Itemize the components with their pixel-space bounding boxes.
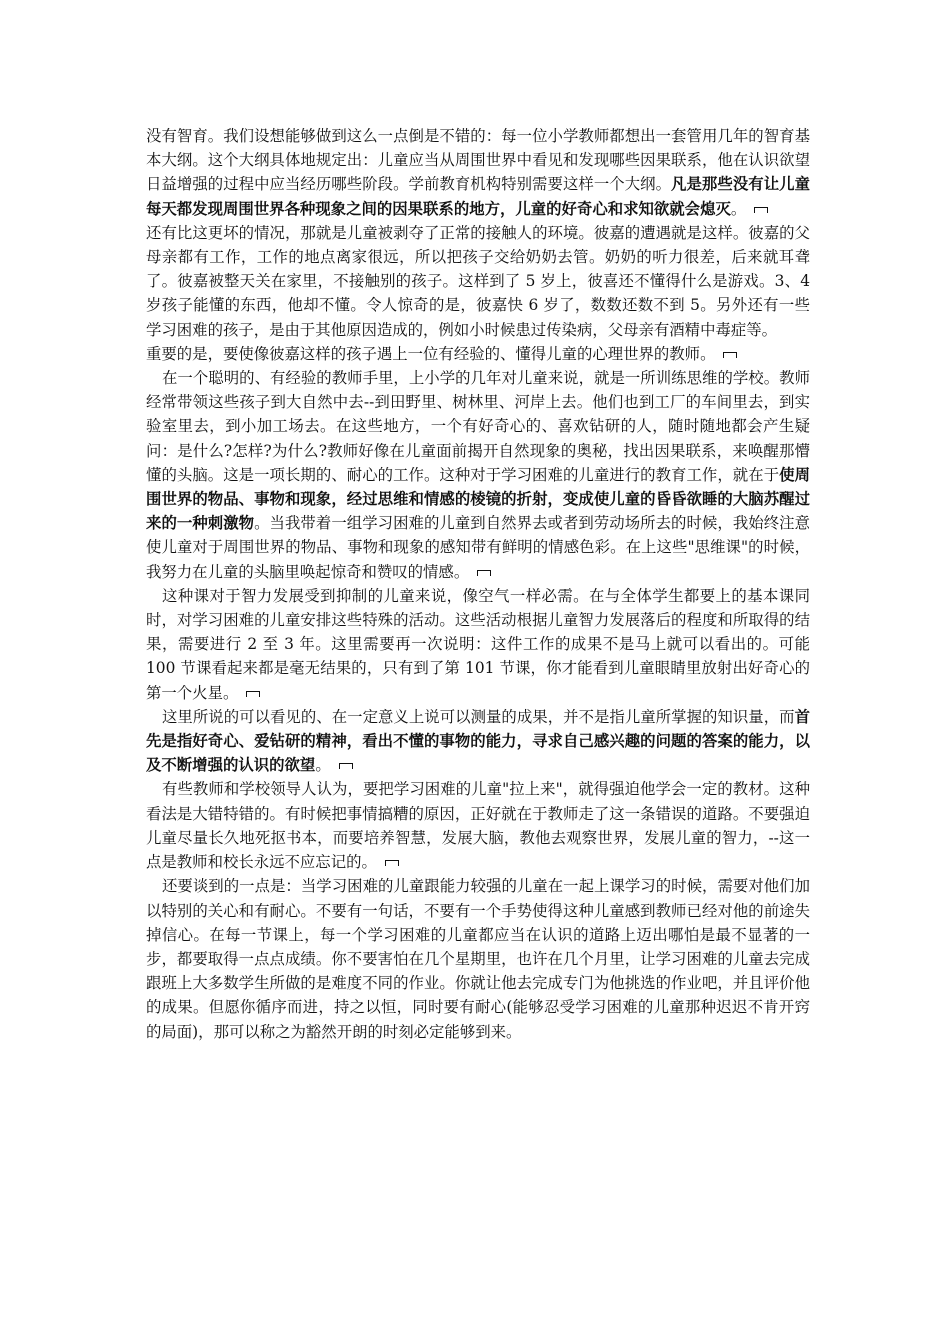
text-segment: 还有比这更坏的情况，那就是儿童被剥夺了正常的接触人的环境。彼嘉的遭遇就是这样。彼嘉的父母亲都有工作，工作的地点离家很远，所以把孩子交给奶奶去管。奶奶的听力很差，后来就耳聋了。彼嘉被整天关在家里，不接触别的孩子。这样到了 5 岁上，彼喜还不懂得什么是游戏。3、4 岁孩子能懂的东西，他却不懂。令人惊奇的是，彼嘉快 6 岁了，数数还数不到 5。另外还有一些学习困难的孩子，是由于其他原因造成的，例如小时候患过传染病，父母亲有酒精中毒症等。 (146, 223, 810, 339)
paragraph-mark-icon (339, 763, 353, 769)
paragraph (146, 221, 810, 342)
paragraph-mark-icon (754, 207, 768, 213)
paragraph-mark-icon (477, 570, 491, 576)
bold-text-segment: 凡是那些没有让儿童每天都发现周围世界各种现象之间的因果联系的地方，儿童的好奇心和求知欲就会熄灭 (146, 175, 810, 218)
text-segment: 。当我带着一组学习困难的儿童到自然界去或者到劳动场所去的时候，我始终注意使儿童对于周围世界的物品、事物和现象的感知带有鲜明的情感色彩。在上这些"思维课"的时候，我努力在儿童的头脑里唤起惊奇和赞叹的情感。 (146, 514, 810, 581)
bold-text-segment: 使周围世界的物品、事物和现象，经过思维和情感的棱镜的折射，变成使儿童的昏昏欲睡的大脑苏醒过来的一种刺激物 (146, 465, 810, 533)
paragraph (146, 366, 810, 584)
paragraph (146, 342, 810, 366)
paragraph (146, 705, 810, 778)
text-segment: 重要的是，要使像彼嘉这样的孩子遇上一位有经验的、懂得儿童的心理世界的教师。 (146, 344, 716, 363)
text-segment: 。 (315, 756, 331, 775)
bold-text-segment: 首先是指好奇心、爱钻研的精神，看出不懂的事物的能力，寻求自己感兴趣的问题的答案的能力，以及不断增强的认识的欲望 (146, 707, 810, 775)
text-segment: 这里所说的可以看见的、在一定意义上说可以测量的成果，并不是指儿童所掌握的知识量，而 (162, 707, 795, 726)
document-body (146, 124, 810, 1044)
text-segment: 这种课对于智力发展受到抑制的儿童来说，像空气一样必需。在与全体学生都要上的基本课同时，对学习困难的儿童安排这些特殊的活动。这些活动根据儿童智力发展落后的程度和所取得的结果，需要进行 2 至 3 年。这里需要再一次说明：这件工作的成果不是马上就可以看出的。可能 100 节课看起来都是毫无结果的，只有到了第 101 节课，你才能看到儿童眼睛里放射出好奇心的第一个火星。 (146, 586, 810, 702)
paragraph-mark-icon (246, 691, 260, 697)
text-segment: 在一个聪明的、有经验的教师手里，上小学的几年对儿童来说，就是一所训练思维的学校。教师经常带领这些孩子到大自然中去--到田野里、树林里、河岸上去。他们也到工厂的车间里去，到实验室里去，到小加工场去。在这些地方，一个有好奇心的、喜欢钻研的人，随时随地都会产生疑问：是什么?怎样?为什么?教师好像在儿童面前揭开自然现象的奥秘，找出因果联系，来唤醒那懵懂的头脑。这是一项长期的、耐心的工作。这种对于学习困难的儿童进行的教育工作，就在于 (146, 369, 810, 484)
paragraph (146, 584, 810, 705)
text-segment: 有些教师和学校领导人认为，要把学习困难的儿童"拉上来"，就得强迫他学会一定的教材。这种看法是大错特错的。有时候把事情搞糟的原因，正好就在于教师走了这一条错误的道路。不要强迫儿童尽量长久地死抠书本，而要培养智慧，发展大脑，教他去观察世界，发展儿童的智力，--这一点是教师和校长永远不应忘记的。 (146, 780, 810, 872)
paragraph-mark-icon (385, 860, 399, 866)
paragraph (146, 874, 810, 1043)
paragraph-mark-icon (723, 352, 737, 358)
paragraph (146, 777, 810, 874)
text-segment: 没有智育。我们设想能够做到这么一点倒是不错的：每一位小学教师都想出一套管用几年的智育基本大纲。这个大纲具体地规定出：儿童应当从周围世界中看见和发现哪些因果联系，他在认识欲望日益增强的过程中应当经历哪些阶段。学前教育机构特别需要这样一个大纲。 (146, 127, 810, 194)
paragraph (146, 124, 810, 221)
text-segment: 。 (730, 199, 747, 218)
text-segment: 还要谈到的一点是：当学习困难的儿童跟能力较强的儿童在一起上课学习的时候，需要对他们加以特别的关心和有耐心。不要有一句话，不要有一个手势使得这种儿童感到教师已经对他的前途失掉信心。在每一节课上，每一个学习困难的儿童都应当在认识的道路上迈出哪怕是最不显著的一步，都要取得一点点成绩。你不要害怕在几个星期里，也许在几个月里，让学习困难的儿童去完成跟班上大多数学生所做的是难度不同的作业。你就让他去完成专门为他挑选的作业吧，并且评价他的成果。但愿你循序而进，持之以恒，同时要有耐心(能够忍受学习困难的儿童那种迟迟不肯开窍的局面)，那可以称之为豁然开朗的时刻必定能够到来。 (146, 877, 810, 1041)
